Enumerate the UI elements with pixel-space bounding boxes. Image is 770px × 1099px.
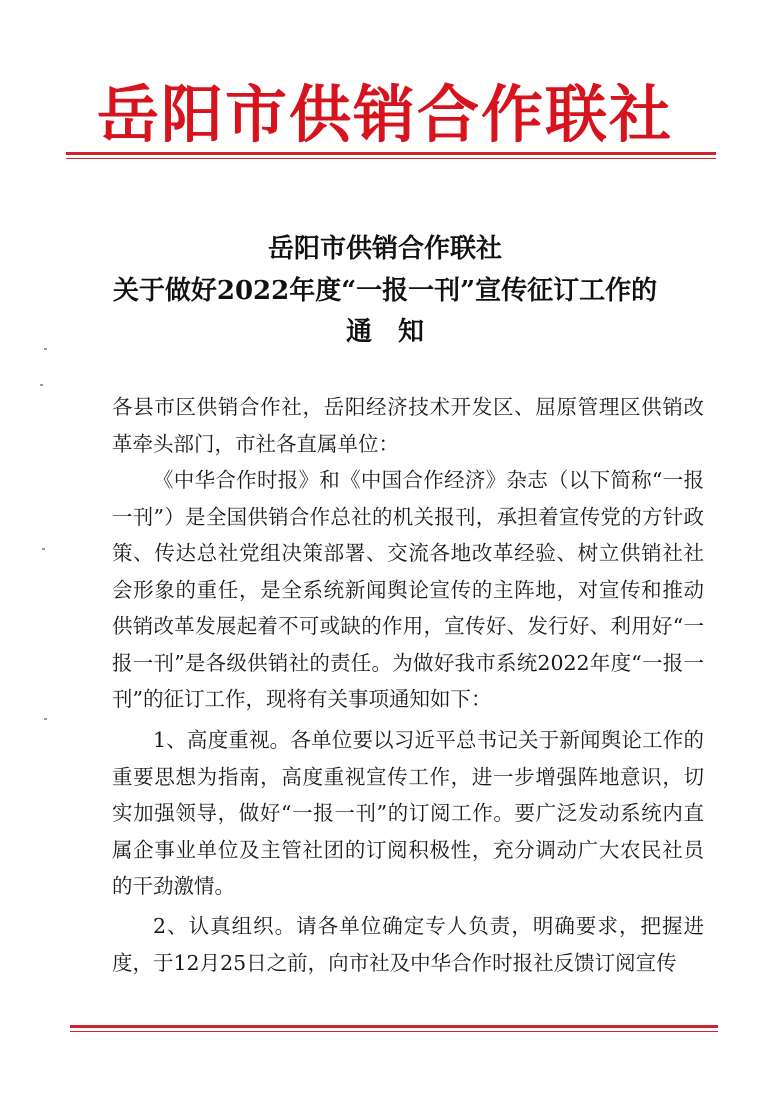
footer-rule-thin xyxy=(70,1031,718,1032)
notice-title-line-2: 关于做好2022年度“一报一刊”宣传征订工作的 xyxy=(112,276,658,306)
scan-speck xyxy=(44,718,47,720)
letterhead-rule-thin xyxy=(66,158,716,159)
letterhead-rule-thick xyxy=(66,152,716,155)
addressee: 各县市区供销合作社，岳阳经济技术开发区、屈原管理区供销改革牵头部门，市社各直属单位： xyxy=(112,395,704,456)
footer-rule-thick xyxy=(70,1025,718,1028)
scan-speck xyxy=(42,548,45,550)
letterhead-org-name: 岳阳市供销合作联社 xyxy=(96,78,673,151)
body-paragraph-3: 2、认真组织。请各单位确定专人负责，明确要求，把握进度，于12月25日之前，向市社及中华合作时报社反馈订阅宣传 xyxy=(112,914,704,975)
body-paragraph-2: 1、高度重视。各单位要以习近平总书记关于新闻舆论工作的重要思想为指南，高度重视宣传工作，进一步增强阵地意识，切实加强领导，做好“一报一刊”的订阅工作。要广泛发动系统内直属企事业单位及主管社团的订阅积极性，充分调动广大农民社员的干劲激情。 xyxy=(112,728,704,898)
scan-speck xyxy=(44,348,47,350)
notice-title-line-1: 岳阳市供销合作联社 xyxy=(267,234,502,264)
notice-title-line-3: 通知 xyxy=(345,317,450,347)
body-paragraph-1: 《中华合作时报》和《中国合作经济》杂志（以下简称“一报一刊”）是全国供销合作总社的机关报刊，承担着宣传党的方针政策、传达总社党组决策部署、交流各地改革经验、树立供销社社会形象的重任，是全系统新闻舆论宣传的主阵地，对宣传和推动供销改革发展起着不可或缺的作用，宣传好、发行好、利用好“一报一刊”是各级供销社的责任。为做好我市系统2022年度“一报一刊”的征订工作，现将有关事项通知如下： xyxy=(112,468,704,711)
scan-speck xyxy=(40,384,43,386)
